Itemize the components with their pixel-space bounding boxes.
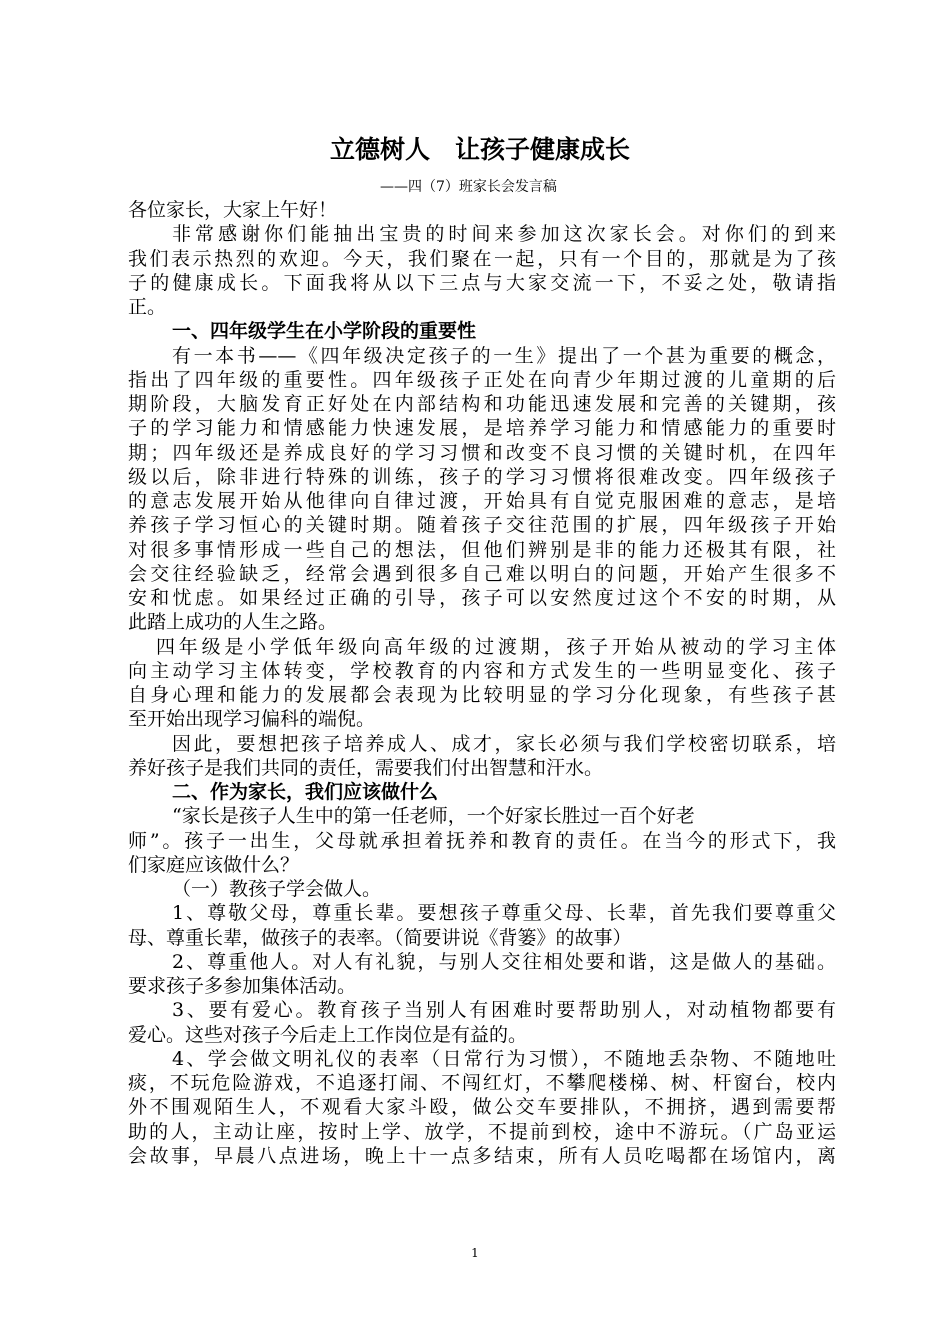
paragraph-line: 对很多事情形成一些自己的想法，但他们辨别是非的能力还极其有限，社	[128, 538, 836, 561]
page-number: 1	[471, 1246, 479, 1260]
paragraph-line: 我们表示热烈的欢迎。今天，我们聚在一起，只有一个目的，那就是为了孩	[128, 247, 836, 270]
paragraph-line: 养好孩子是我们共同的责任，需要我们付出智慧和汗水。	[128, 756, 604, 779]
section-heading: 二、作为家长，我们应该做什么	[172, 781, 439, 803]
paragraph-line: 期；四年级还是养成良好的学习习惯和改变不良习惯的关键时机，在四年	[128, 441, 836, 464]
greeting-line: 各位家长，大家上午好！	[128, 199, 338, 221]
paragraph-line: 有一本书——《四年级决定孩子的一生》提出了一个甚为重要的概念，	[172, 344, 836, 367]
paragraph-line: 子的学习能力和情感能力快速发展，是培养学习能力和情感能力的重要时	[128, 417, 836, 440]
paragraph-line: 级以后，除非进行特殊的训练，孩子的学习习惯将很难改变。四年级孩子	[128, 465, 836, 488]
paragraph-line: 爱心。这些对孩子今后走上工作岗位是有益的。	[128, 1023, 528, 1046]
document-title: 立德树人 让孩子健康成长	[329, 135, 630, 164]
paragraph-line: 此踏上成功的人生之路。	[128, 611, 338, 634]
paragraph-line: 外不围观陌生人，不观看大家斗殴，做公交车要排队，不拥挤，遇到需要帮	[128, 1096, 836, 1119]
paragraph-line: 师”。孩子一出生，父母就承担着抚养和教育的责任。在当今的形式下，我	[128, 829, 836, 852]
paragraph-line: 安和忧虑。如果经过正确的引导，孩子可以安然度过这个不安的时期，从	[128, 587, 836, 609]
document-subtitle: ——四（7）班家长会发言稿	[380, 179, 557, 195]
paragraph-line: 因此，要想把孩子培养成人、成才，家长必须与我们学校密切联系，培	[172, 732, 836, 755]
paragraph-line: 向主动学习主体转变，学校教育的内容和方式发生的一些明显变化、孩子	[128, 659, 836, 682]
paragraph-line: 非常感谢你们能抽出宝贵的时间来参加这次家长会。对你们的到来	[172, 223, 836, 246]
paragraph-line: 4、学会做文明礼仪的表率（日常行为习惯），不随地丢杂物、不随地吐	[172, 1047, 836, 1070]
paragraph-line: 们家庭应该做什么？	[128, 853, 300, 876]
paragraph-line: 助的人，主动让座，按时上学、放学，不提前到校，途中不游玩。（广岛亚运	[128, 1120, 836, 1143]
paragraph-line: 1、尊敬父母，尊重长辈。要想孩子尊重父母、长辈，首先我们要尊重父	[172, 902, 836, 925]
paragraph-line: 3、要有爱心。教育孩子当别人有困难时要帮助别人，对动植物都要有	[172, 999, 836, 1022]
paragraph-line: 至开始出现学习偏科的端倪。	[128, 708, 376, 731]
paragraph-line: 母、尊重长辈，做孩子的表率。（简要讲说《背篓》的故事）	[128, 926, 632, 949]
paragraph-line: 子的健康成长。下面我将从以下三点与大家交流一下，不妥之处，敬请指	[128, 271, 836, 294]
paragraph-line: 痰，不玩危险游戏，不追逐打闹、不闯红灯，不攀爬楼梯、树、杆窗台，校内	[128, 1072, 836, 1094]
paragraph-line: 要求孩子多参加集体活动。	[128, 975, 357, 997]
paragraph-line: 正。	[128, 296, 167, 318]
subsection-heading: （一）教孩子学会做人。	[172, 878, 382, 900]
paragraph-line: 自身心理和能力的发展都会表现为比较明显的学习分化现象，有些孩子甚	[128, 684, 836, 706]
paragraph-line: 会故事，早晨八点进场，晚上十一点多结束，所有人员吃喝都在场馆内，离	[128, 1144, 836, 1167]
paragraph-line: 四年级是小学低年级向高年级的过渡期，孩子开始从被动的学习主体	[156, 635, 836, 658]
paragraph-line: 指出了四年级的重要性。四年级孩子正处在向青少年期过渡的儿童期的后	[128, 368, 836, 391]
paragraph-line: “家长是孩子人生中的第一任老师，一个好家长胜过一百个好老	[172, 805, 695, 828]
paragraph-line: 养孩子学习恒心的关键时期。随着孩子交往范围的扩展，四年级孩子开始	[128, 514, 836, 537]
paragraph-line: 2、尊重他人。对人有礼貌，与别人交往相处要和谐，这是做人的基础。	[172, 950, 836, 973]
paragraph-line: 会交往经验缺乏，经常会遇到很多自己难以明白的问题，开始产生很多不	[128, 562, 836, 585]
section-heading: 一、四年级学生在小学阶段的重要性	[172, 320, 477, 343]
paragraph-line: 期阶段，大脑发育正好处在内部结构和功能迅速发展和完善的关键期，孩	[128, 393, 836, 415]
paragraph-line: 的意志发展开始从他律向自律过渡，开始具有自觉克服困难的意志，是培	[128, 490, 836, 512]
document-body	[128, 198, 836, 1168]
